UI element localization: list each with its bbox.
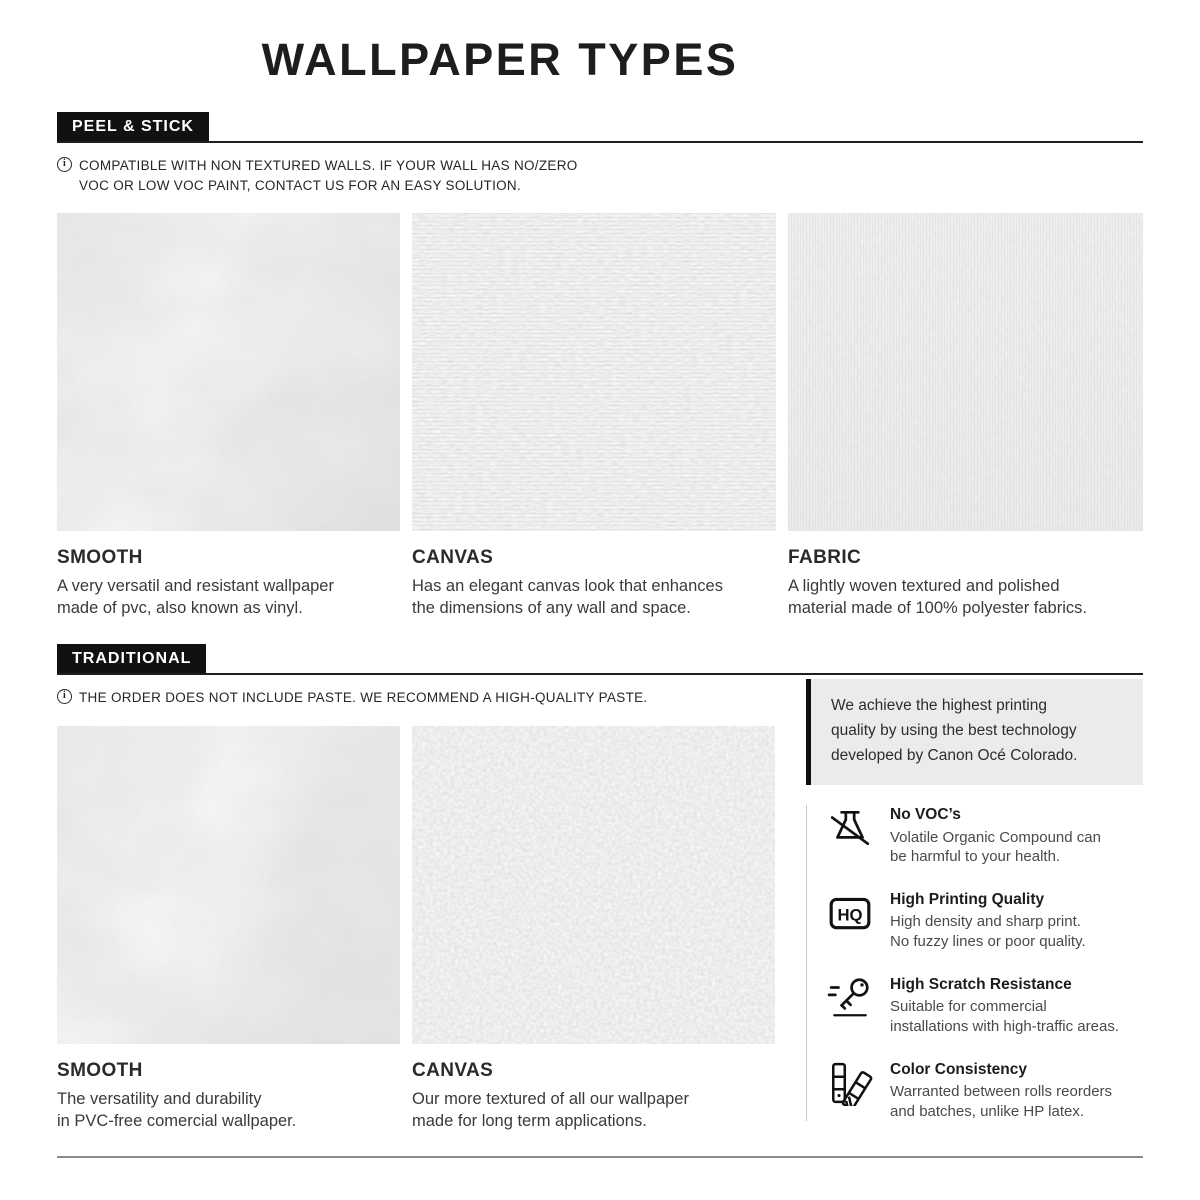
swatch-card-smooth: [57, 726, 400, 1133]
feature-title: High Scratch Resistance: [890, 975, 1072, 993]
page: [57, 34, 1143, 1158]
info-icon: i: [57, 157, 72, 172]
feature-text: [890, 805, 1101, 867]
swatch-title: CANVAS: [412, 1059, 494, 1081]
bottom-divider: [57, 1156, 1143, 1158]
swatch-card-smooth: [57, 213, 400, 620]
feature-color-consistency: [827, 1060, 1143, 1122]
traditional-note: [57, 688, 775, 708]
feature-description: Warranted between rolls reorders and batches, unlike HP latex.: [890, 1082, 1113, 1120]
swatch-description: Has an elegant canvas look that enhances the dimensions of any wall and space.: [412, 577, 723, 618]
traditional-left: [57, 675, 775, 1144]
swatch-card-canvas: [412, 213, 776, 620]
section-peel-stick: [57, 112, 1143, 620]
feature-description: Suitable for commercial installations with high-traffic areas.: [890, 998, 1119, 1035]
note-text: COMPATIBLE WITH NON TEXTURED WALLS. IF YOUR WALL HAS NO/ZERO VOC OR LOW VOC PAINT, CONTACT US FOR AN EASY SOLUTION.: [79, 158, 578, 193]
feature-high-scratch-resistance: [827, 975, 1143, 1037]
swatch-description: The versatility and durability in PVC-free comercial wallpaper.: [57, 1089, 297, 1130]
feature-title: Color Consistency: [890, 1060, 1027, 1078]
section-head-traditional: [57, 644, 1143, 675]
peel-stick-note: [57, 156, 1143, 195]
info-icon: i: [57, 689, 72, 704]
title-wrap: [57, 34, 943, 86]
swatch-image-canvas: [412, 726, 775, 1044]
swatch-title: CANVAS: [412, 547, 494, 569]
traditional-swatch-grid: [57, 726, 775, 1133]
section-traditional: [57, 644, 1143, 1144]
aside-panel: [806, 679, 1143, 1144]
swatch-title: SMOOTH: [57, 1059, 143, 1081]
swatch-description: Our more textured of all our wallpaper made for long term applications.: [412, 1089, 689, 1130]
flask-slash-icon: [827, 805, 873, 851]
section-label-traditional: TRADITIONAL: [57, 644, 206, 673]
swatch-title: FABRIC: [788, 547, 862, 569]
swatch-card-canvas: [412, 726, 775, 1133]
section-head-peel-stick: [57, 112, 1143, 143]
swatch-image-smooth: [57, 213, 400, 531]
feature-title: No VOC’s: [890, 806, 961, 824]
feature-text: [890, 975, 1119, 1037]
feature-text: [890, 890, 1086, 952]
quote-box: We achieve the highest printing quality by using the best technology developed by Canon Océ Colorado.: [806, 679, 1143, 785]
svg-text:HQ: HQ: [837, 905, 863, 925]
feature-description: Volatile Organic Compound can be harmful to your health.: [890, 828, 1101, 866]
swatch-image-fabric: [788, 213, 1143, 531]
page-title: WALLPAPER TYPES: [261, 34, 739, 85]
feature-text: [890, 1060, 1112, 1122]
swatch-image-canvas: [412, 213, 776, 531]
features-list: [806, 805, 1143, 1121]
feature-description: High density and sharp print. No fuzzy lines or poor quality.: [890, 913, 1086, 951]
section-label-peel-stick: PEEL & STICK: [57, 112, 209, 141]
color-swatches-icon: [827, 1060, 873, 1106]
swatch-title: SMOOTH: [57, 547, 143, 569]
swatch-image-smooth: [57, 726, 400, 1044]
feature-no-vocs: [827, 805, 1143, 867]
note-text: THE ORDER DOES NOT INCLUDE PASTE. WE RECOMMEND A HIGH-QUALITY PASTE.: [79, 690, 648, 705]
traditional-body: [57, 675, 1143, 1144]
swatch-card-fabric: [788, 213, 1143, 620]
feature-high-printing-quality: [827, 890, 1143, 952]
swatch-description: A lightly woven textured and polished material made of 100% polyester fabrics.: [788, 577, 1087, 618]
key-scratch-icon: [827, 975, 873, 1021]
peel-stick-swatch-grid: [57, 213, 1143, 620]
hq-badge-icon: [827, 890, 873, 936]
swatch-description: A very versatil and resistant wallpaper made of pvc, also known as vinyl.: [57, 577, 334, 618]
feature-title: High Printing Quality: [890, 891, 1045, 909]
